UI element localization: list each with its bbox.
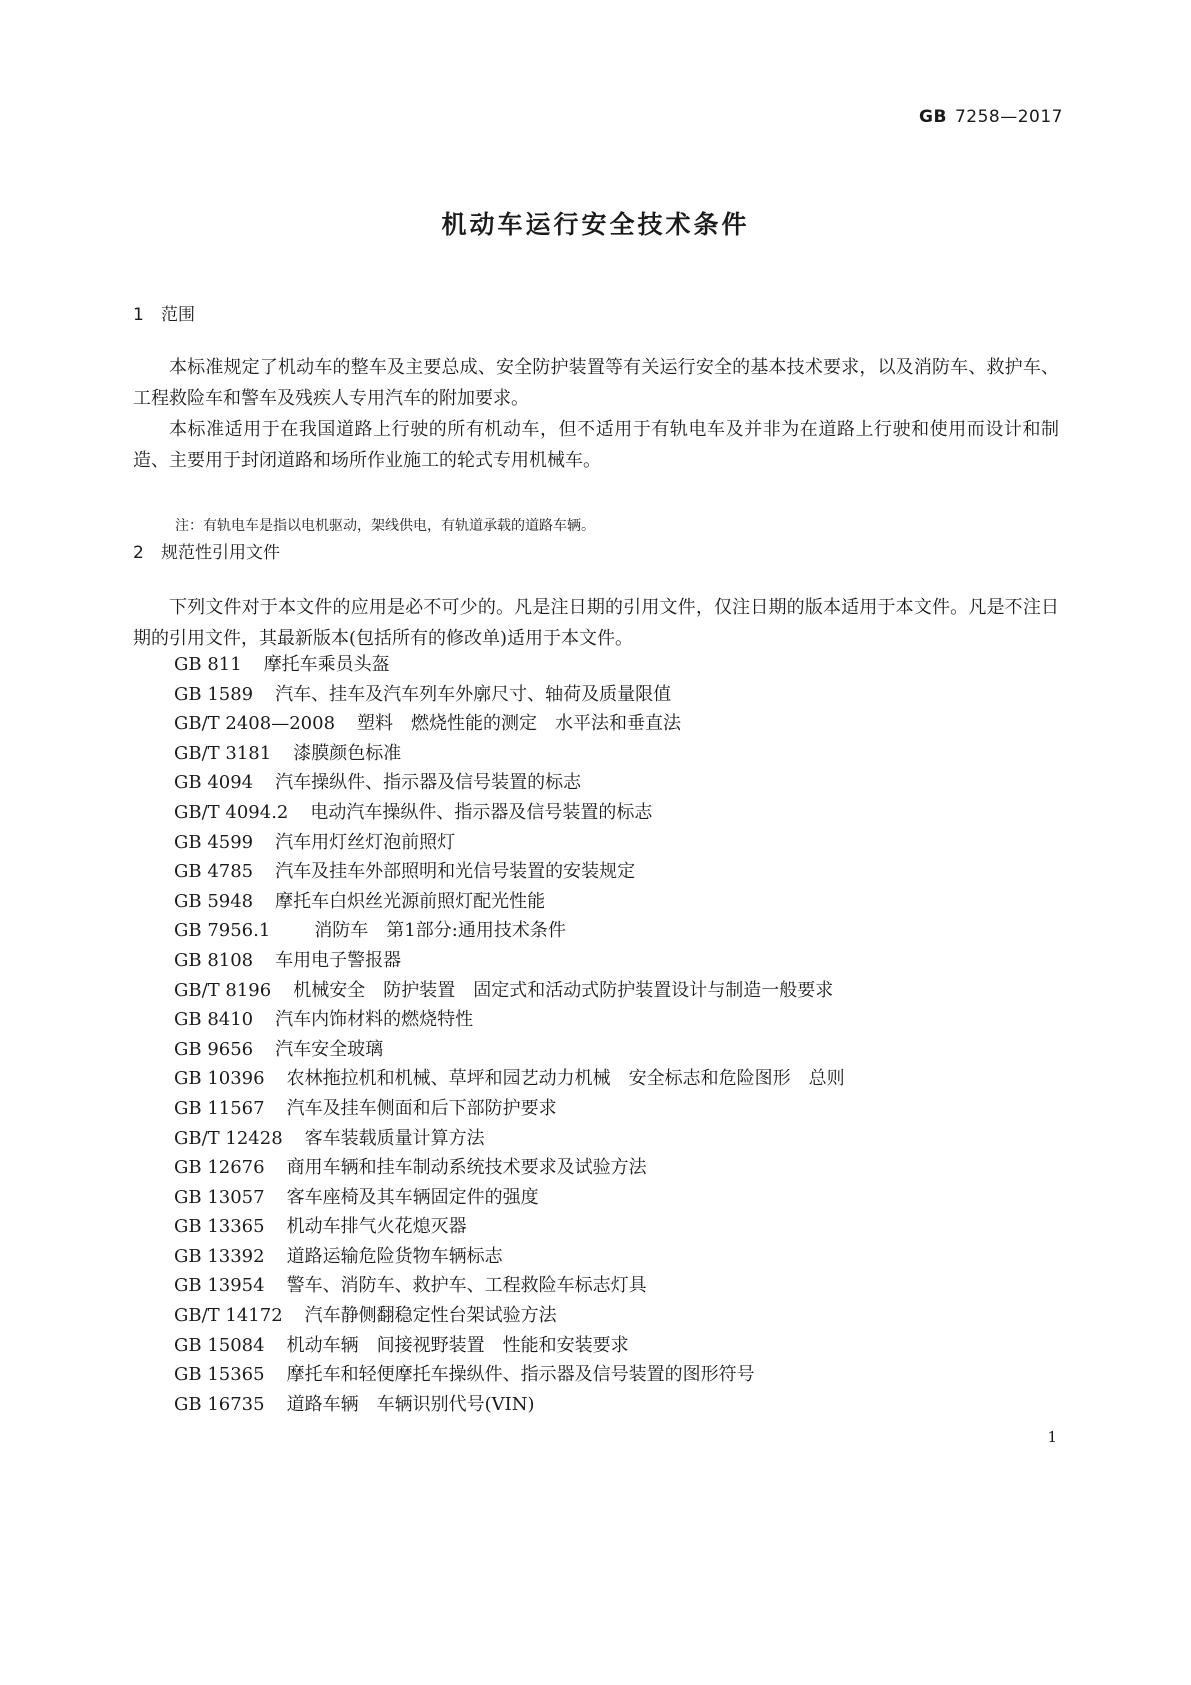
reference-title: 汽车、挂车及汽车列车外廓尺寸、轴荷及质量限值 — [275, 683, 672, 705]
reference-title: 塑料 燃烧性能的测定 水平法和垂直法 — [357, 713, 682, 735]
reference-item — [174, 1094, 845, 1124]
reference-item — [174, 1124, 845, 1154]
reference-item — [174, 798, 845, 828]
reference-code: GB/T 12428 — [174, 1127, 283, 1149]
reference-code: GB/T 14172 — [174, 1305, 283, 1327]
section-2-intro: 下列文件对于本文件的应用是必不可少的。凡是注日期的引用文件，仅注日期的版本适用于本文件。凡是不注日期的引用文件，其最新版本(包括所有的修改单)适用于本文件。 — [133, 597, 1059, 649]
reference-item — [174, 857, 845, 887]
section-2-title: 规范性引用文件 — [161, 543, 280, 563]
reference-item — [174, 768, 845, 798]
reference-title: 汽车安全玻璃 — [275, 1038, 384, 1060]
reference-title: 客车装载质量计算方法 — [304, 1127, 485, 1149]
reference-title: 汽车及挂车外部照明和光信号装置的安装规定 — [275, 861, 636, 883]
reference-title: 商用车辆和挂车制动系统技术要求及试验方法 — [286, 1157, 647, 1179]
reference-code: GB 13954 — [174, 1275, 265, 1297]
section-1-paragraph-2: 本标准适用于在我国道路上行驶的所有机动车，但不适用于有轨电车及并非为在道路上行驶和使用而设计和制造、主要用于封闭道路和场所作业施工的轮式专用机械车。 — [133, 419, 1059, 471]
reference-title: 摩托车和轻便摩托车操纵件、指示器及信号装置的图形符号 — [286, 1364, 755, 1386]
reference-item — [174, 1390, 845, 1420]
reference-code: GB/T 8196 — [174, 979, 272, 1001]
reference-item — [174, 946, 845, 976]
reference-item — [174, 1153, 845, 1183]
reference-item — [174, 976, 845, 1006]
reference-item — [174, 916, 845, 946]
section-1-title: 范围 — [161, 305, 195, 325]
reference-title: 道路运输危险货物车辆标志 — [286, 1245, 503, 1267]
reference-code: GB 12676 — [174, 1157, 265, 1179]
reference-code: GB 8108 — [174, 949, 254, 971]
reference-title: 机动车辆 间接视野装置 性能和安装要求 — [286, 1334, 629, 1356]
reference-title: 机械安全 防护装置 固定式和活动式防护装置设计与制造一般要求 — [293, 979, 834, 1001]
reference-item — [174, 709, 845, 739]
reference-item — [174, 739, 845, 769]
reference-title: 汽车静侧翻稳定性台架试验方法 — [304, 1305, 557, 1327]
reference-code: GB 4785 — [174, 861, 254, 883]
reference-item — [174, 1035, 845, 1065]
reference-code: GB 1589 — [174, 683, 254, 705]
reference-title: 机动车排气火花熄灭器 — [286, 1216, 467, 1238]
reference-item — [174, 1005, 845, 1035]
note-text: 有轨电车是指以电机驱动，架线供电，有轨道承载的道路车辆。 — [203, 518, 595, 534]
standard-prefix: GB — [919, 107, 947, 127]
section-1-heading — [133, 300, 195, 325]
reference-code: GB 9656 — [174, 1038, 254, 1060]
reference-title: 道路车辆 车辆识别代号(VIN) — [286, 1393, 535, 1415]
section-2-heading — [133, 538, 280, 563]
reference-item — [174, 650, 845, 680]
reference-code: GB 13392 — [174, 1245, 265, 1267]
reference-code: GB 8410 — [174, 1009, 254, 1031]
reference-code: GB 4094 — [174, 772, 254, 794]
reference-item — [174, 1360, 845, 1390]
section-1-number: 1 — [133, 305, 144, 325]
reference-title: 汽车操纵件、指示器及信号装置的标志 — [275, 772, 582, 794]
reference-code: GB 16735 — [174, 1393, 265, 1415]
reference-item — [174, 1331, 845, 1361]
reference-list — [174, 650, 845, 1419]
reference-item — [174, 1301, 845, 1331]
reference-code: GB 11567 — [174, 1097, 265, 1119]
page-number: 1 — [1047, 1428, 1057, 1446]
reference-item — [174, 828, 845, 858]
reference-code: GB 10396 — [174, 1068, 265, 1090]
section-2-number: 2 — [133, 543, 144, 563]
note-label: 注： — [175, 518, 203, 534]
reference-item — [174, 1183, 845, 1213]
reference-code: GB 811 — [174, 654, 242, 675]
reference-code: GB 13057 — [174, 1186, 265, 1208]
reference-title: 汽车用灯丝灯泡前照灯 — [275, 831, 456, 853]
reference-title: 消防车 第1部分:通用技术条件 — [314, 920, 566, 942]
reference-item — [174, 1271, 845, 1301]
reference-code: GB/T 3181 — [174, 742, 272, 764]
reference-title: 漆膜颜色标准 — [293, 742, 402, 764]
document-title: 机动车运行安全技术条件 — [441, 210, 750, 239]
reference-title: 摩托车乘员头盔 — [263, 654, 390, 675]
reference-code: GB 7956.1 — [174, 920, 271, 942]
reference-title: 汽车及挂车侧面和后下部防护要求 — [286, 1097, 557, 1119]
reference-item — [174, 887, 845, 917]
reference-code: GB/T 4094.2 — [174, 801, 289, 823]
standard-number — [919, 107, 1063, 127]
reference-code: GB 15084 — [174, 1334, 265, 1356]
note — [175, 516, 595, 536]
reference-title: 客车座椅及其车辆固定件的强度 — [286, 1186, 539, 1208]
reference-code: GB 15365 — [174, 1364, 265, 1386]
reference-title: 车用电子警报器 — [275, 949, 402, 971]
standard-code: 7258—2017 — [954, 107, 1063, 127]
reference-item — [174, 680, 845, 710]
reference-code: GB/T 2408—2008 — [174, 713, 336, 735]
reference-item — [174, 1242, 845, 1272]
reference-code: GB 4599 — [174, 831, 254, 853]
reference-code: GB 5948 — [174, 890, 254, 912]
reference-title: 摩托车白炽丝光源前照灯配光性能 — [275, 890, 546, 912]
reference-title: 电动汽车操纵件、指示器及信号装置的标志 — [310, 801, 653, 823]
reference-code: GB 13365 — [174, 1216, 265, 1238]
reference-title: 警车、消防车、救护车、工程救险车标志灯具 — [286, 1275, 647, 1297]
reference-item — [174, 1064, 845, 1094]
reference-title: 农林拖拉机和机械、草坪和园艺动力机械 安全标志和危险图形 总则 — [286, 1068, 845, 1090]
reference-item — [174, 1212, 845, 1242]
reference-title: 汽车内饰材料的燃烧特性 — [275, 1009, 474, 1031]
section-1-paragraph-1: 本标准规定了机动车的整车及主要总成、安全防护装置等有关运行安全的基本技术要求，以及消防车、救护车、工程救险车和警车及残疾人专用汽车的附加要求。 — [133, 357, 1059, 409]
